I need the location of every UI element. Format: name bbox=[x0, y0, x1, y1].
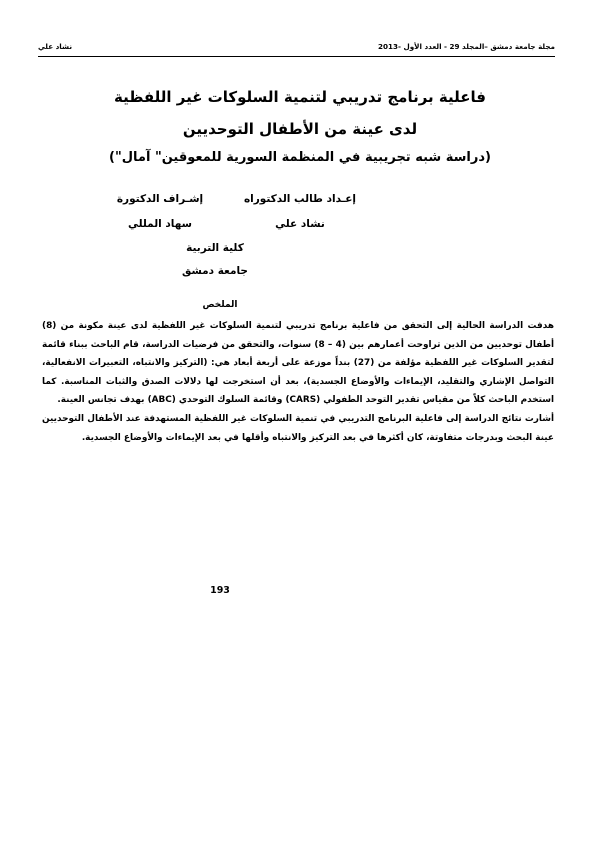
faculty-name: كلية التربية bbox=[186, 242, 244, 254]
running-header bbox=[38, 40, 555, 57]
paper-title-line-1: فاعلية برنامج تدريبي لتنمية السلوكات غير اللفظية bbox=[114, 88, 486, 106]
student-name: نشاد علي bbox=[275, 218, 325, 230]
page-number: 193 bbox=[210, 585, 230, 596]
supervisor-name: سهاد المللي bbox=[127, 218, 193, 230]
header-author: نشاد علي bbox=[38, 42, 73, 51]
abstract-body bbox=[42, 317, 554, 447]
university-name: جامعة دمشق bbox=[182, 265, 248, 277]
supervised-by-label: إشـراف الدكتورة bbox=[116, 193, 204, 205]
abstract-paragraph-1: هدفت الدراسة الحالية إلى التحقق من فاعلية برنامج تدريبي لتنمية السلوكات غير اللفظية لدى عينة مكونة من (8) أطفال توحديين من الذين تراوحت أعمارهم بين (4 – 8) سنوات، والتحقق من فرضيات الدراسة، قام الباحث ببناء قائمة لتقدير السلوكات غير اللفظية مؤلفة من (27) بنداً موزعة على أربعة أبعاد هي: (التركيز والانتباه، التعبيرات الانفعالية، التواصل الإشاري والتقليد، الإيماءات والأوضاع الجسدية)، بعد أن استخرجت لها دلالات الصدق والثبات المناسبة. كما استخدم الباحث كلاً من مقياس تقدير التوحد الطفولي (CARS) وقائمة السلوك التوحدي (ABC) بهدف تجانس العينة. bbox=[42, 321, 554, 406]
prepared-by-label: إعـداد طالب الدكتوراه bbox=[243, 193, 357, 205]
abstract-paragraph-2: أشارت نتائج الدراسة إلى فاعلية البرنامج التدريبي في تنمية السلوكات غير اللفظية المستهدفة عند الأطفال التوحديين عينة البحث وبدرجات متفاوتة، كان أكثرها في بعد التركيز والانتباه وأقلها في بعد الإيماءات والأوضاع الجسدية. bbox=[42, 413, 554, 443]
paper-subtitle: (دراسة شبه تجريبية في المنظمة السورية للمعوقين" آمال") bbox=[109, 150, 491, 165]
abstract-heading: الملخص bbox=[202, 300, 238, 310]
journal-citation: مجلة جامعة دمشق –المجلد 29 - العدد الأول -2013 bbox=[377, 42, 555, 51]
paper-title-line-2: لدى عينة من الأطفال التوحديين bbox=[182, 120, 418, 138]
